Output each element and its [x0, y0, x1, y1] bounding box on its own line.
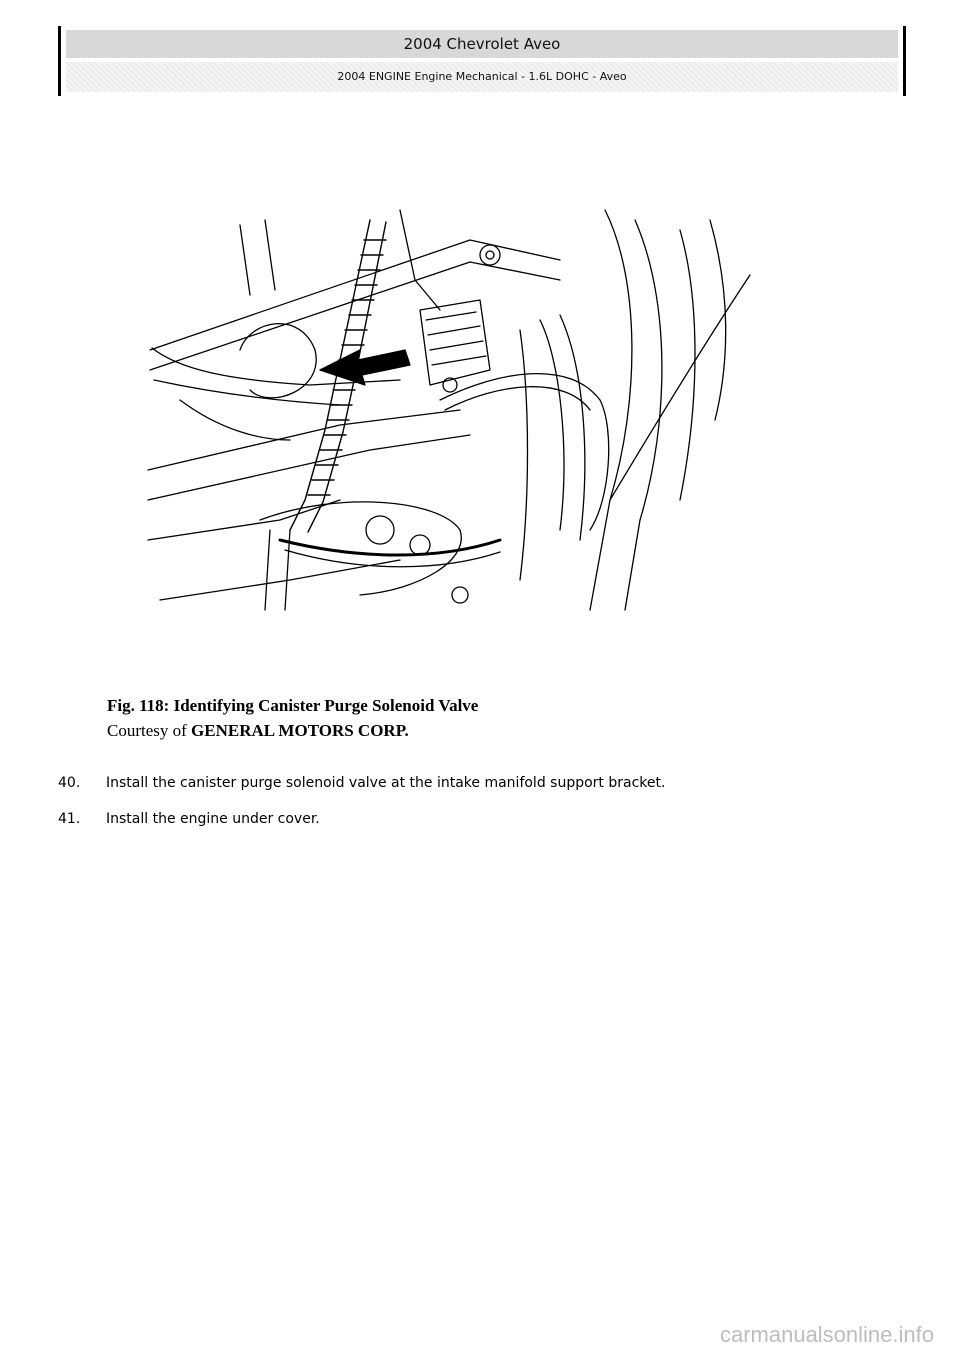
credit-source: GENERAL MOTORS CORP.: [191, 721, 409, 740]
figure-credit: [107, 718, 478, 743]
step-number: 41.: [58, 811, 81, 827]
procedure-steps: [58, 765, 665, 837]
figure-title: Fig. 118: Identifying Canister Purge Solenoid Valve: [107, 696, 479, 715]
header-left-rule: [58, 26, 61, 96]
header-right-rule: [903, 26, 906, 96]
step-item: [58, 801, 665, 837]
page-header: [58, 26, 906, 96]
step-text: Install the canister purge solenoid valve at the intake manifold support bracket.: [106, 775, 666, 791]
engine-illustration: [140, 200, 770, 620]
step-number: 40.: [58, 775, 81, 791]
watermark: carmanualsonline.info: [719, 1322, 934, 1347]
step-item: [58, 765, 665, 801]
credit-prefix: Courtesy of: [107, 721, 192, 740]
step-text: Install the engine under cover.: [106, 811, 320, 827]
document-title: 2004 Chevrolet Aveo: [66, 30, 898, 58]
figure-caption: [107, 693, 478, 743]
document-subtitle: 2004 ENGINE Engine Mechanical - 1.6L DOHC - Aveo: [66, 62, 898, 92]
